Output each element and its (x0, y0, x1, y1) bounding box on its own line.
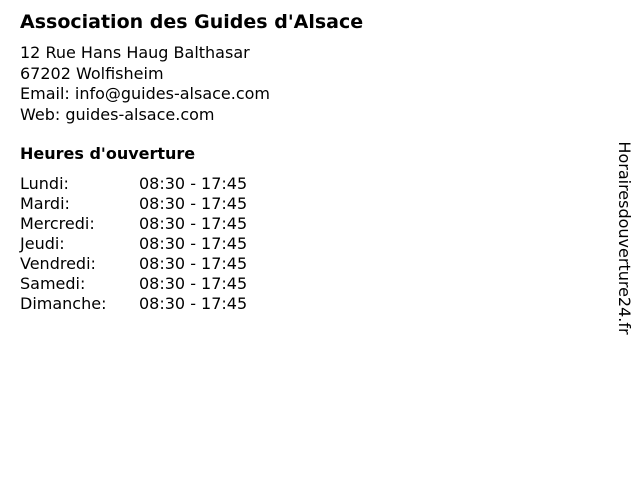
day-label: Samedi: (20, 274, 86, 293)
address-block (20, 43, 270, 125)
day-label: Vendredi: (20, 254, 96, 273)
day-label: Mardi: (20, 194, 70, 213)
time-range: 08:30 - 17:45 (139, 194, 248, 213)
day-label: Lundi: (20, 174, 69, 193)
time-range: 08:30 - 17:45 (139, 294, 248, 313)
time-range: 08:30 - 17:45 (139, 234, 248, 253)
web-line: Web: guides-alsace.com (20, 104, 215, 124)
hours-heading: Heures d'ouverture (20, 144, 196, 163)
city-postal: 67202 Wolfisheim (20, 63, 164, 83)
business-title: Association des Guides d'Alsace (20, 11, 364, 33)
day-label: Jeudi: (20, 234, 65, 253)
street-address: 12 Rue Hans Haug Balthasar (20, 43, 250, 62)
day-label: Mercredi: (20, 214, 95, 233)
time-range: 08:30 - 17:45 (139, 174, 248, 193)
email-line: Email: info@guides-alsace.com (20, 84, 271, 103)
site-watermark: Horairesdouverture24.fr (615, 141, 634, 335)
time-range: 08:30 - 17:45 (139, 254, 248, 273)
time-range: 08:30 - 17:45 (139, 214, 248, 233)
day-label: Dimanche: (20, 294, 107, 313)
time-range: 08:30 - 17:45 (139, 274, 248, 293)
